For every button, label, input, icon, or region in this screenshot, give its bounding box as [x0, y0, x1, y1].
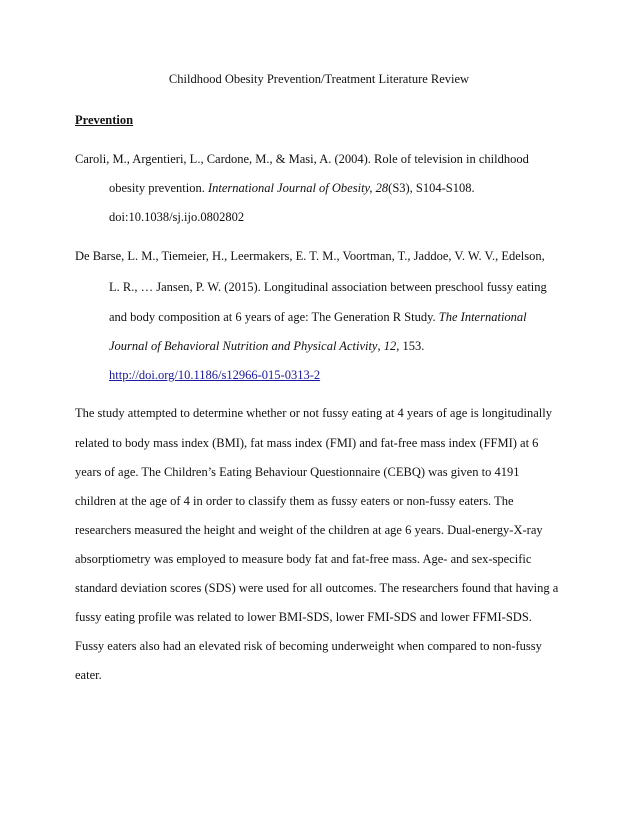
paragraph-line: standard deviation scores (SDS) were used for all outcomes. The researchers found that having a — [75, 581, 559, 595]
ref1-doi: doi:10.1038/sj.ijo.0802802 — [109, 210, 245, 224]
paragraph-line: related to body mass index (BMI), fat mass index (FMI) and fat-free mass index (FFMI) at 6 — [75, 436, 539, 450]
ref2-line3 — [109, 310, 527, 325]
ref2-volume: 12 — [383, 339, 397, 353]
ref2-line4 — [109, 339, 424, 354]
paragraph-line: fussy eating profile was related to lower BMI-SDS, lower FMI-SDS and lower FFMI-SDS. — [75, 610, 532, 624]
paragraph-line: absorptiometry was employed to measure body fat and fat-free mass. Age- and sex-specific — [75, 552, 532, 566]
paragraph-line: eater. — [75, 668, 102, 682]
ref2-link-line — [109, 368, 320, 383]
ref1-line2 — [109, 181, 475, 196]
section-heading: Prevention — [75, 113, 134, 127]
paragraph-line: years of age. The Children’s Eating Behaviour Questionnaire (CEBQ) was given to 4191 — [75, 465, 520, 479]
ref2-line3-pre: and body composition at 6 years of age: The Generation R Study. — [109, 310, 439, 324]
ref2-line4-post: , 153. — [396, 339, 425, 353]
paragraph-line: The study attempted to determine whether or not fussy eating at 4 years of age is longitudinally — [75, 406, 552, 420]
ref1-journal: International Journal of Obesity, 28 — [207, 181, 389, 195]
paragraph-line: researchers measured the height and weight of the children at age 6 years. Dual-energy-X-ray — [75, 523, 543, 537]
ref2-journal-part2: Journal of Behavioral Nutrition and Physical Activity — [109, 339, 378, 353]
ref2-line4-mid: , — [377, 339, 384, 353]
paragraph-line: children at the age of 4 in order to classify them as fussy eaters or non-fussy eaters. The — [75, 494, 514, 508]
ref2-line1: De Barse, L. M., Tiemeier, H., Leermakers, E. T. M., Voortman, T., Jaddoe, V. W. V., Edelson, — [75, 249, 545, 263]
paragraph-line: Fussy eaters also had an elevated risk of becoming underweight when compared to non-fussy — [75, 639, 542, 653]
ref1-line1: Caroli, M., Argentieri, L., Cardone, M., & Masi, A. (2004). Role of television in childhood — [75, 152, 529, 166]
page-title: Childhood Obesity Prevention/Treatment Literature Review — [168, 72, 470, 86]
ref1-line2-pre: obesity prevention. — [109, 181, 208, 195]
ref1-line2-post: (S3), S104-S108. — [388, 181, 475, 195]
ref2-journal-part1: The International — [438, 310, 527, 324]
ref2-line2: L. R., … Jansen, P. W. (2015). Longitudinal association between preschool fussy eating — [109, 280, 547, 294]
ref2-doi-link[interactable]: http://doi.org/10.1186/s12966-015-0313-2 — [109, 368, 321, 382]
